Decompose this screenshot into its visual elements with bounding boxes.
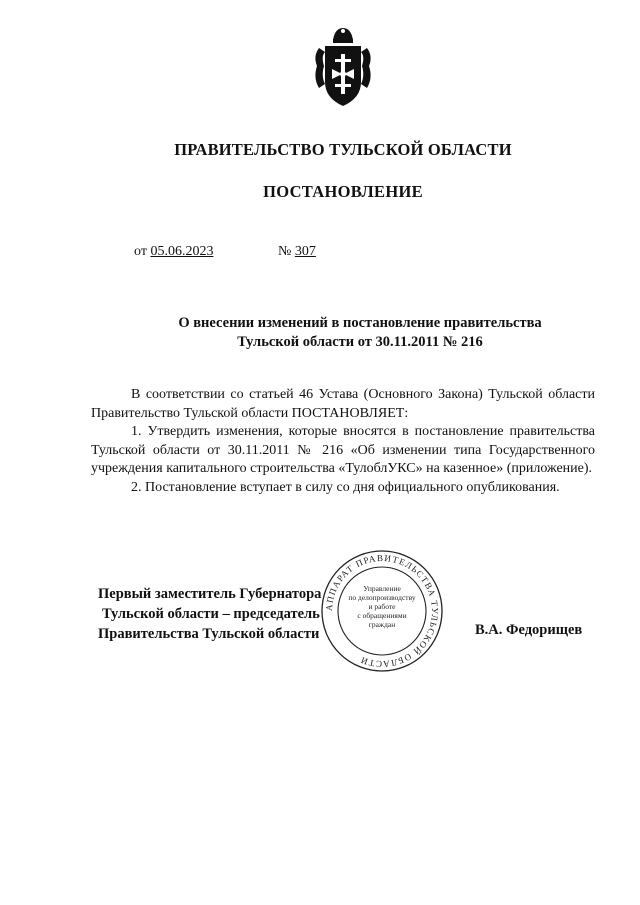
document-subject — [120, 314, 600, 352]
stamp-inner-line: и работе — [368, 602, 396, 611]
body-paragraph: 1. Утвердить изменения, которые вносятся в постановление правительства Тульской области от 30.11.2011 № 216 «Об изменении типа Государственного учреждения капитального строительства «ТулоблУКС» на казенное» (приложение). — [91, 424, 595, 476]
signatory-position — [98, 584, 338, 644]
date-value: 05.06.2023 — [150, 244, 214, 259]
signatory-position-line: Правительства Тульской области — [98, 626, 320, 642]
stamp-inner-text — [340, 584, 424, 629]
stamp-inner-line: Управление — [363, 584, 401, 593]
stamp-inner-line: граждан — [368, 620, 396, 629]
date-prefix: от — [134, 244, 147, 259]
stamp-inner-line: с обращениями — [357, 611, 407, 620]
document-number — [278, 244, 316, 260]
document-body — [91, 386, 595, 497]
government-title: ПРАВИТЕЛЬСТВО ТУЛЬСКОЙ ОБЛАСТИ — [174, 140, 512, 159]
tula-coat-of-arms-icon — [311, 26, 375, 110]
body-paragraph: 2. Постановление вступает в силу со дня официального опубликования. — [131, 479, 560, 495]
signatory-position-line: Тульской области – председатель — [102, 606, 320, 622]
number-value: 307 — [294, 244, 316, 259]
signatory-name: В.А. Федорищев — [475, 622, 583, 638]
signatory-position-line: Первый заместитель Губернатора — [98, 586, 322, 602]
stamp-outer-text: АППАРАТ ПРАВИТЕЛЬСТВА ТУЛЬСКОЙ ОБЛАСТИ — [323, 552, 441, 670]
document-type-title: ПОСТАНОВЛЕНИЕ — [263, 182, 423, 201]
document-date — [134, 244, 213, 260]
subject-line: О внесении изменений в постановление правительства — [178, 315, 542, 331]
stamp-inner-line: по делопроизводству — [348, 593, 416, 602]
subject-line: Тульской области от 30.11.2011 № 216 — [237, 334, 483, 350]
body-paragraph: В соответствии со статьей 46 Устава (Основного Закона) Тульской области Правительство Тульской области ПОСТАНОВЛЯЕТ: — [91, 387, 595, 421]
number-prefix: № — [278, 244, 292, 259]
